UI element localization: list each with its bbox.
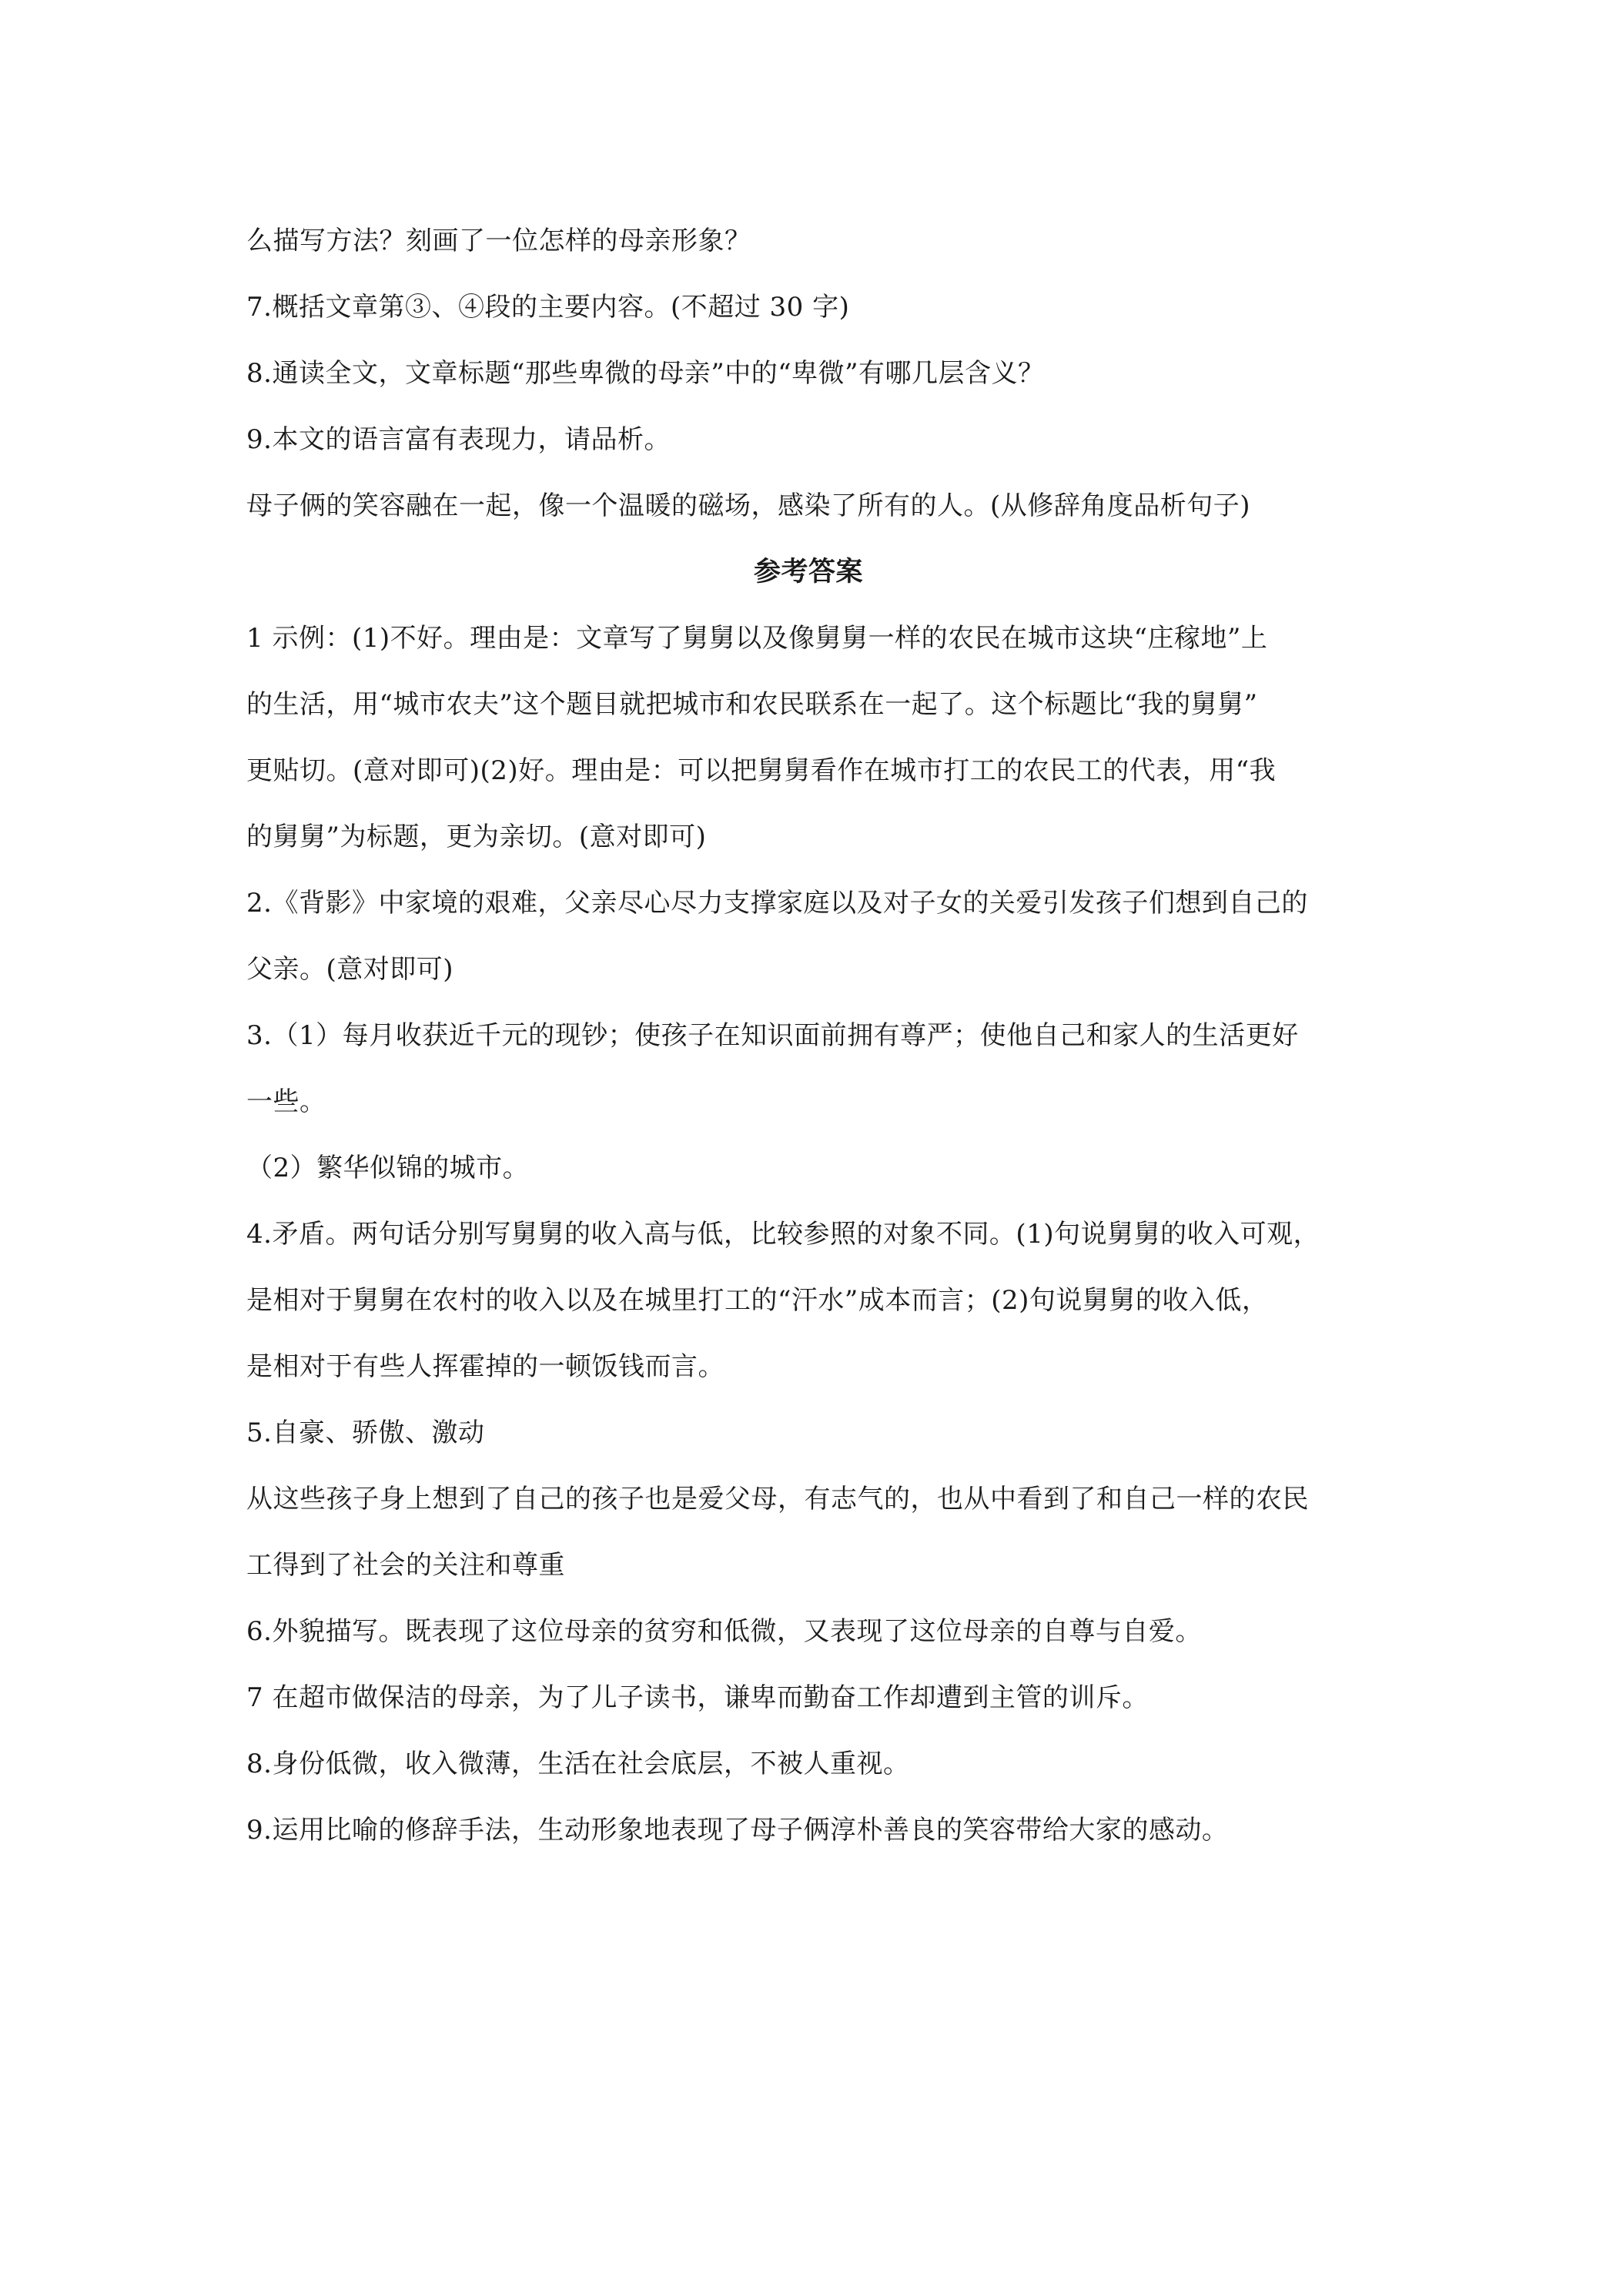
answer-line: 父亲。(意对即可) <box>246 954 454 985</box>
answer-line: 是相对于舅舅在农村的收入以及在城里打工的“汗水”成本而言；(2)句说舅舅的收入低， <box>246 1285 1269 1316</box>
question-line: 母子俩的笑容融在一起，像一个温暖的磁场，感染了所有的人。(从修辞角度品析句子) <box>246 490 1251 521</box>
question-line: 9.本文的语言富有表现力，请品析。 <box>246 424 671 455</box>
answer-line: 从这些孩子身上想到了自己的孩子也是爱父母，有志气的，也从中看到了和自己一样的农民 <box>246 1484 1309 1514</box>
answer-line: 7 在超市做保洁的母亲，为了儿子读书，谦卑而勤奋工作却遭到主管的训斥。 <box>246 1682 1149 1713</box>
answer-line: 9.运用比喻的修辞手法，生动形象地表现了母子俩淳朴善良的笑容带给大家的感动。 <box>246 1815 1229 1846</box>
answer-line: 一些。 <box>246 1086 326 1117</box>
answer-line: 更贴切。(意对即可)(2)好。理由是：可以把舅舅看作在城市打工的农民工的代表，用“我 <box>246 755 1277 786</box>
answer-line: 的舅舅”为标题，更为亲切。(意对即可) <box>246 822 707 852</box>
answer-line: （2）繁华似锦的城市。 <box>246 1153 530 1183</box>
answer-line: 2.《背影》中家境的艰难，父亲尽心尽力支撑家庭以及对子女的关爱引发孩子们想到自己的 <box>246 888 1308 919</box>
answers-heading: 参考答案 <box>753 557 863 587</box>
answer-line: 5.自豪、骄傲、激动 <box>246 1417 485 1448</box>
answer-line: 工得到了社会的关注和尊重 <box>246 1550 565 1581</box>
answer-line: 1 示例：(1)不好。理由是：文章写了舅舅以及像舅舅一样的农民在城市这块“庄稼地”上 <box>246 623 1268 654</box>
answer-line: 的生活，用“城市农夫”这个题目就把城市和农民联系在一起了。这个标题比“我的舅舅” <box>246 689 1258 720</box>
answer-line: 8.身份低微，收入微薄，生活在社会底层，不被人重视。 <box>246 1749 910 1779</box>
answer-line: 6.外貌描写。既表现了这位母亲的贫穷和低微，又表现了这位母亲的自尊与自爱。 <box>246 1616 1202 1647</box>
question-line: 么描写方法？刻画了一位怎样的母亲形象？ <box>246 226 751 256</box>
question-line: 8.通读全文，文章标题“那些卑微的母亲”中的“卑微”有哪几层含义？ <box>246 358 1045 389</box>
answer-line: 3.（1）每月收获近千元的现钞；使孩子在知识面前拥有尊严；使他自己和家人的生活更好 <box>246 1020 1299 1051</box>
answer-line: 4.矛盾。两句话分别写舅舅的收入高与低，比较参照的对象不同。(1)句说舅舅的收入可观， <box>246 1219 1320 1250</box>
answer-line: 是相对于有些人挥霍掉的一顿饭钱而言。 <box>246 1351 724 1382</box>
question-line: 7.概括文章第③、④段的主要内容。(不超过 30 字) <box>246 292 850 323</box>
